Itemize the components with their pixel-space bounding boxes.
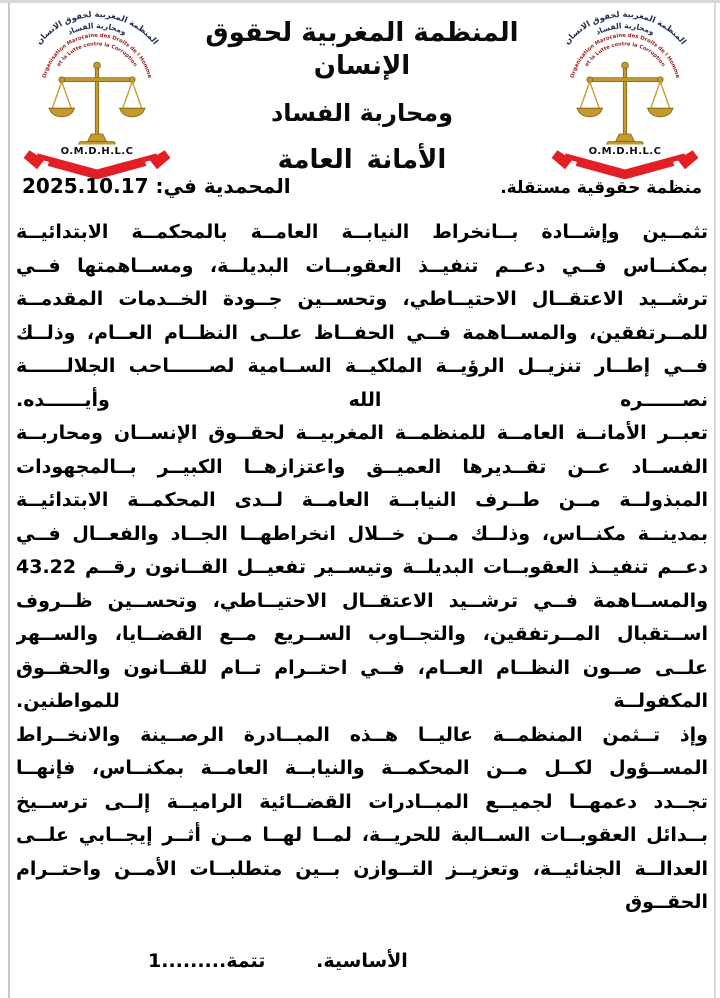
statement-body: [16, 216, 708, 952]
org-title-line2: ومحاربة الفساد: [270, 99, 454, 127]
meta-row: [22, 174, 702, 198]
footer-line: [16, 950, 708, 980]
paragraph-3: وإذ تــثمن المنظمــة عاليــا هــذه المبــادرة الرصــينة والانخــراط المســؤول لكــل مــن المحكمــة والنيابــة العامــة بمكنــاس، فإنهــا تجــدد دعمهــا لجميــع المبــادرات القضــائية الراميــة إلــى ترســيخ بــدائل العقوبــات الســالبة للحريــة، لمــا لهــا مــن أثــر إيجــابي علــى العدالــة الجنائيــة، وتعزيــز التــوازن بــين متطلبــات الأمــن واحتــرام الحقــوق: [16, 723, 708, 913]
paragraph-1: تثمــين وإشــادة بــانخراط النيابــة العامــة بالمحكمــة الابتدائيــة بمكنــاس فــي دعــم تنفيــذ العقوبــات البديلــة، ومســاهمتها فــي ترشــيد الاعتقــال الاحتيــاطي، وتحســين جــودة الخــدمات المقدمــة للمــرتفقين، والمســاهمة فــي الحفــاظ علــى النظــام العــام، وذلــك فــي إطــار تنزيــل الرؤيــة الملكيــة الســامية لصــــــاحب الجلالــــــة نصــــــره الله وأيــــــده.: [16, 221, 708, 411]
org-status-note: منظمة حقوقية مستقلة.: [500, 178, 702, 198]
place-date-line: المحمدية في: 2025.10.17: [22, 174, 291, 198]
footer-last-word: الأساسية.: [316, 950, 408, 972]
continuation-marker: تتمة.........1: [148, 950, 266, 972]
org-logo-left: [16, 9, 178, 179]
org-emblem-icon: [16, 9, 178, 179]
document-header: [182, 17, 542, 175]
org-logo-right: [544, 9, 706, 179]
page-edge-right: [714, 3, 716, 998]
page-edge-left: [8, 3, 10, 998]
org-title-line1: المنظمة المغربية لحقوق الإنسان: [205, 18, 519, 81]
org-emblem-icon: [544, 9, 706, 179]
paragraph-2: تعبــر الأمانــة العامــة للمنظمــة المغربيــة لحقــوق الإنســان ومحاربــة الفســاد عــن تقــديرها العميــق واعتزازهــا الكبيــر بــالمجهودات المبذولــة مــن طــرف النيابــة العامــة لــدى المحكمــة الابتدائيــة بمدينــة مكنــاس، وذلــك مــن خــلال انخراطهــا الجــاد والفعــال فــي دعــم تنفيــذ العقوبــات البديلــة وتيســير تفعيــل القــانون رقــم 43.22 والمســاهمة فــي ترشــيد الاعتقــال الاحتيــاطي، وتحســين ظــروف اســتقبال المــرتفقين، والتجــاوب الســريع مــع القضــايا، والســهر علــى صــون النظــام العــام، فــي احتــرام تــام للقــانون والحقــوق المكفولــة للمواطنين.: [16, 422, 708, 712]
org-title-line3: الأمانة العامة: [277, 145, 447, 175]
